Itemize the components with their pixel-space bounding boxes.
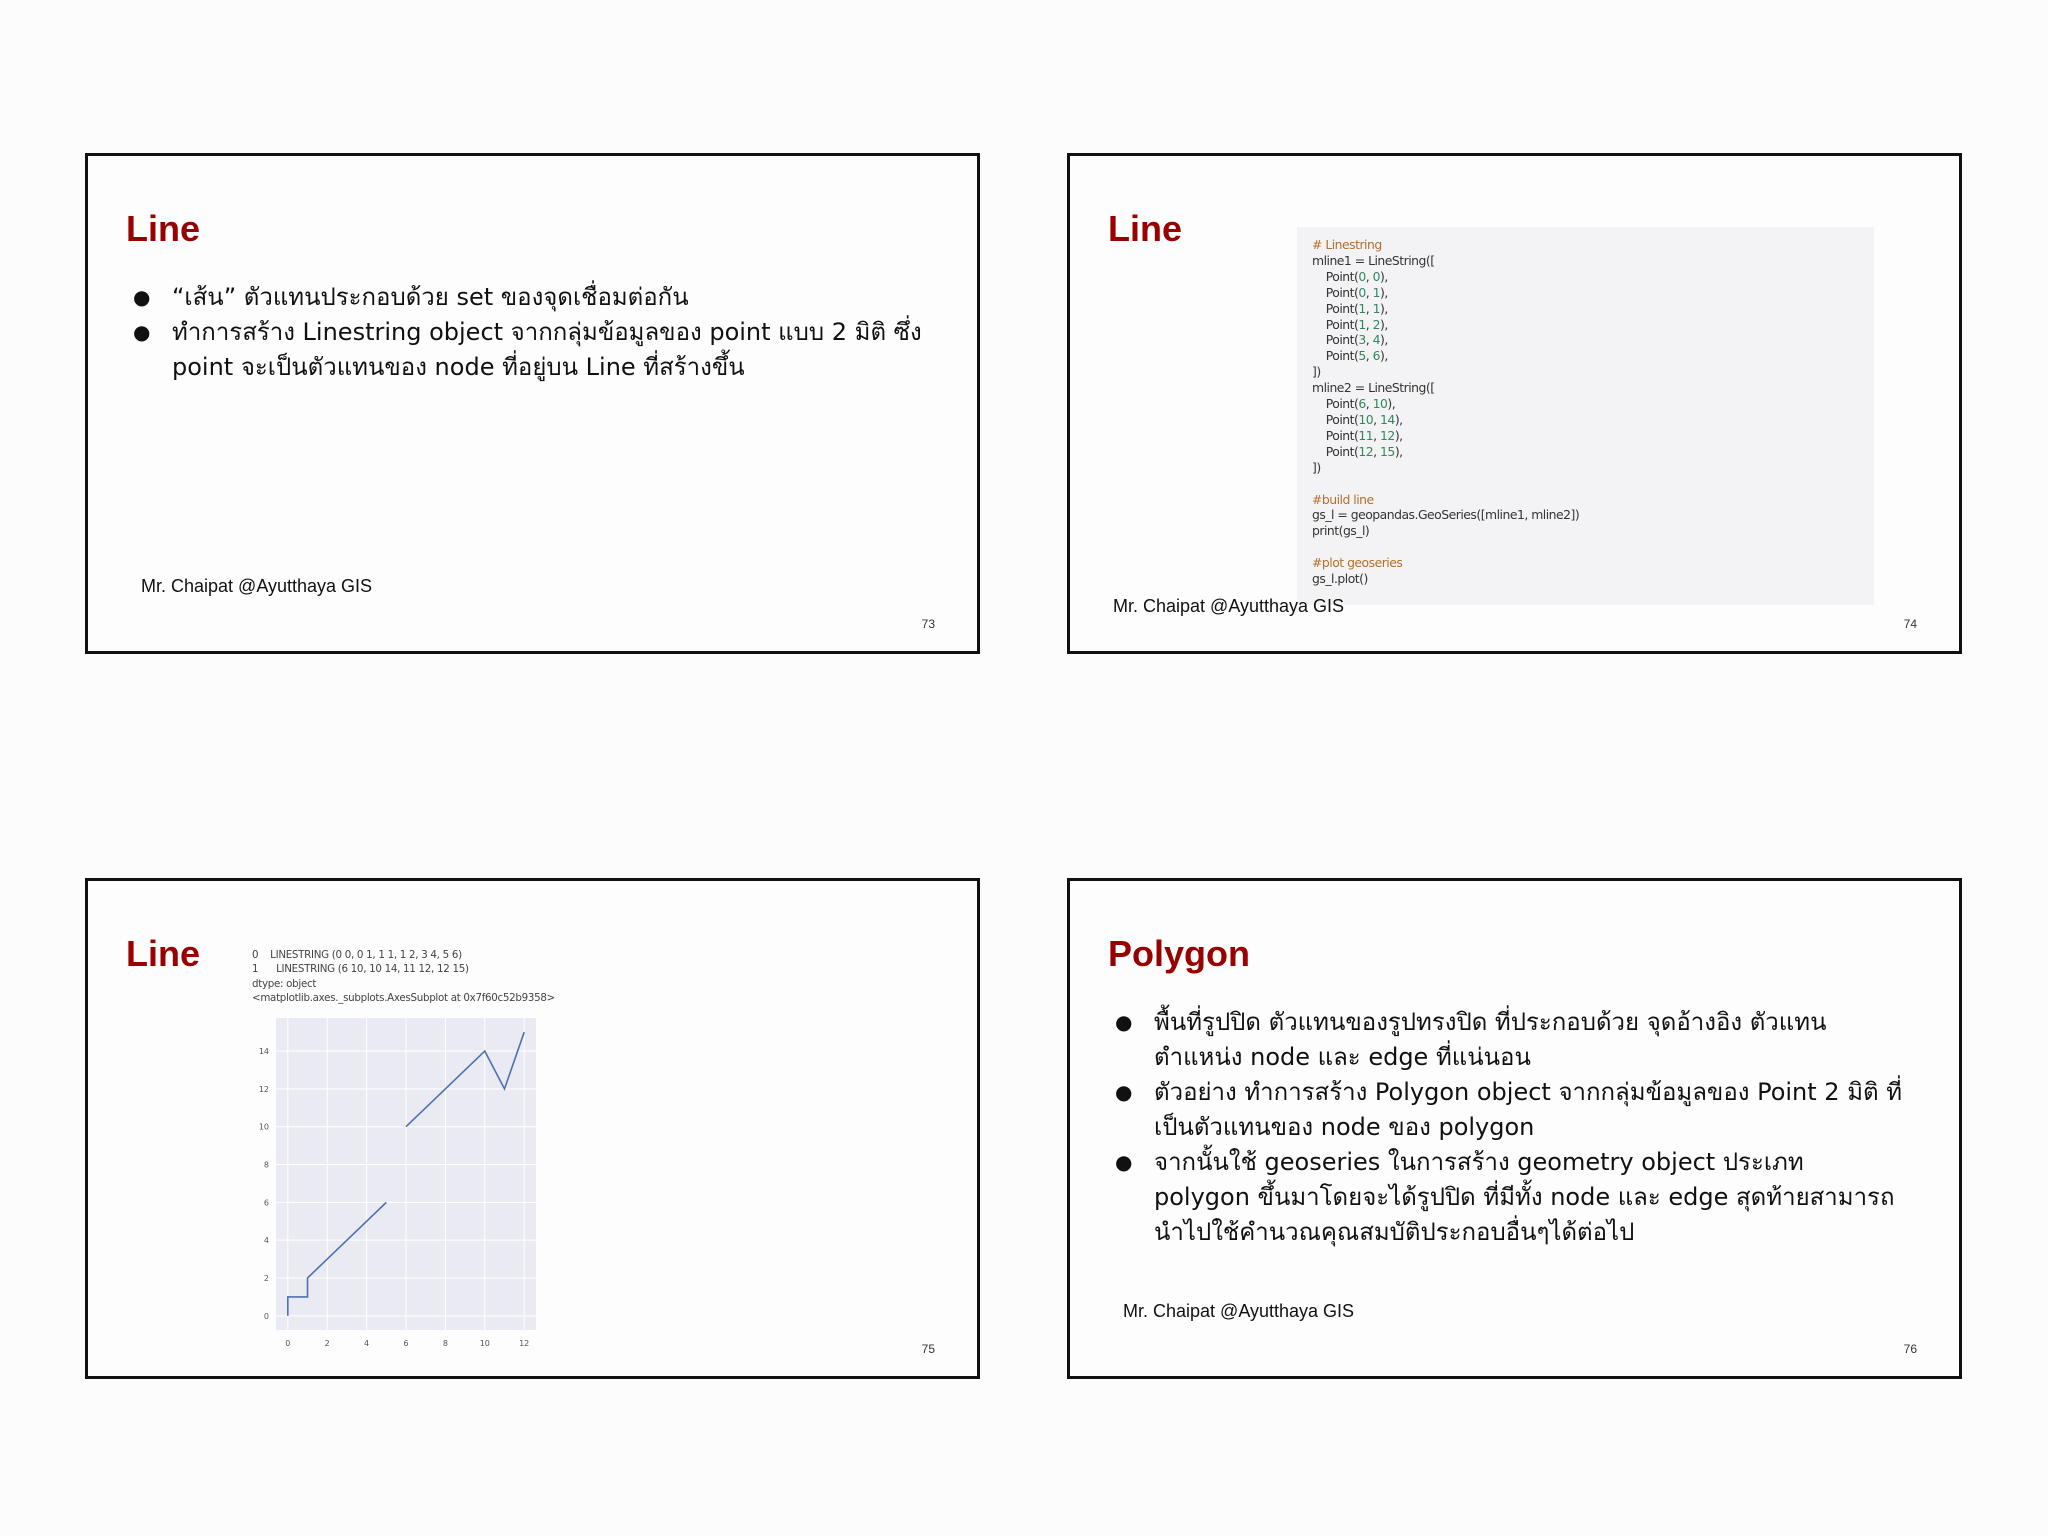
- slide-title: Line: [126, 933, 201, 974]
- bullet-dot-icon: ●: [1115, 1150, 1133, 1174]
- bullet-dot-icon: ●: [1115, 1010, 1133, 1034]
- y-tick-label: 4: [263, 1236, 269, 1246]
- code-panel: [1297, 227, 1874, 605]
- slide-title: Polygon: [1108, 933, 1250, 974]
- bullet-list: [133, 280, 923, 385]
- x-tick-label: 10: [479, 1339, 490, 1348]
- y-tick-label: 0: [263, 1311, 269, 1321]
- y-tick-label: 8: [263, 1160, 269, 1170]
- bullet-item: ● พื้นที่รูปปิด ตัวแทนของรูปทรงปิด ที่ประกอบด้วย จุดอ้างอิง ตัวแทน ตำแหน่ง node และ edge ที่แน่นอน: [1115, 1005, 1905, 1075]
- slide-74: [1067, 153, 1962, 654]
- x-tick-label: 0: [285, 1339, 291, 1348]
- bullet-item: ● ตัวอย่าง ทำการสร้าง Polygon object จากกลุ่มข้อมูลของ Point 2 มิติ ที่เป็นตัวแทนของ node ของ polygon: [1115, 1075, 1905, 1145]
- bullet-item: ● “เส้น” ตัวแทนประกอบด้วย set ของจุดเชื่อมต่อกัน: [133, 280, 923, 315]
- bullet-item: ● จากนั้นใช้ geoseries ในการสร้าง geometry object ประเภท polygon ขึ้นมาโดยจะได้รูปปิด ที่มีทั้ง node และ edge สุดท้ายสามารถ นำไปใช้คำนวณคุณสมบัติประกอบอื่นๆได้ต่อไป: [1115, 1145, 1905, 1250]
- slide-73: [85, 153, 980, 654]
- y-tick-label: 14: [258, 1047, 269, 1057]
- bullet-dot-icon: ●: [1115, 1080, 1133, 1104]
- slide-footer: Mr. Chaipat @Ayutthaya GIS: [1123, 1301, 1355, 1321]
- geoseries-line-plot: [246, 1008, 628, 1368]
- y-tick-label: 12: [258, 1084, 269, 1094]
- x-tick-label: 6: [403, 1339, 409, 1348]
- slide-footer: Mr. Chaipat @Ayutthaya GIS: [1113, 596, 1345, 616]
- console-output: 0 LINESTRING (0 0, 0 1, 1 1, 1 2, 3 4, 5 6) 1 LINESTRING (6 10, 10 14, 11 12, 12 15) dtype: object <matplotlib.axes._subplots.AxesSubplot at 0x7f60c52b9358>: [252, 949, 555, 1004]
- bullet-item: ● ทำการสร้าง Linestring object จากกลุ่มข้อมูลของ point แบบ 2 มิติ ซึ่ง point จะเป็นตัวแทนของ node ที่อยู่บน Line ที่สร้างขึ้น: [133, 315, 923, 385]
- page-number: 75: [921, 1342, 935, 1356]
- code-block: # Linestring mline1 = LineString([ Point(0, 0), Point(0, 1), Point(1, 1), Point(1, 2), Point(3, 4), Point(5, 6), ]) mline2 = LineString([ Point(6, 10), Point(10, 14), Point(11, 12), Point(12, 15), ]) #build line gs_l = geopandas.GeoSeries([mline1, mline2]) print(gs_l) #plot geoseries gs_l.plot(): [1312, 237, 1580, 587]
- bullet-dot-icon: ●: [133, 285, 151, 309]
- page-number: 73: [921, 617, 935, 631]
- bullet-dot-icon: ●: [133, 320, 151, 344]
- slide-76: [1067, 878, 1962, 1379]
- page-number: 76: [1903, 1342, 1917, 1356]
- slide-title: Line: [126, 208, 201, 249]
- y-tick-label: 10: [258, 1122, 269, 1132]
- y-tick-label: 6: [263, 1198, 269, 1208]
- x-tick-label: 8: [442, 1339, 448, 1348]
- slide-75: [85, 878, 980, 1379]
- bullet-list: [1115, 1005, 1905, 1250]
- slide-footer: Mr. Chaipat @Ayutthaya GIS: [141, 576, 373, 596]
- x-tick-label: 12: [519, 1339, 530, 1348]
- x-tick-label: 2: [324, 1339, 330, 1348]
- slide-title: Line: [1108, 208, 1183, 249]
- y-tick-label: 2: [263, 1274, 269, 1283]
- x-tick-label: 4: [364, 1339, 370, 1348]
- page-number: 74: [1903, 617, 1917, 631]
